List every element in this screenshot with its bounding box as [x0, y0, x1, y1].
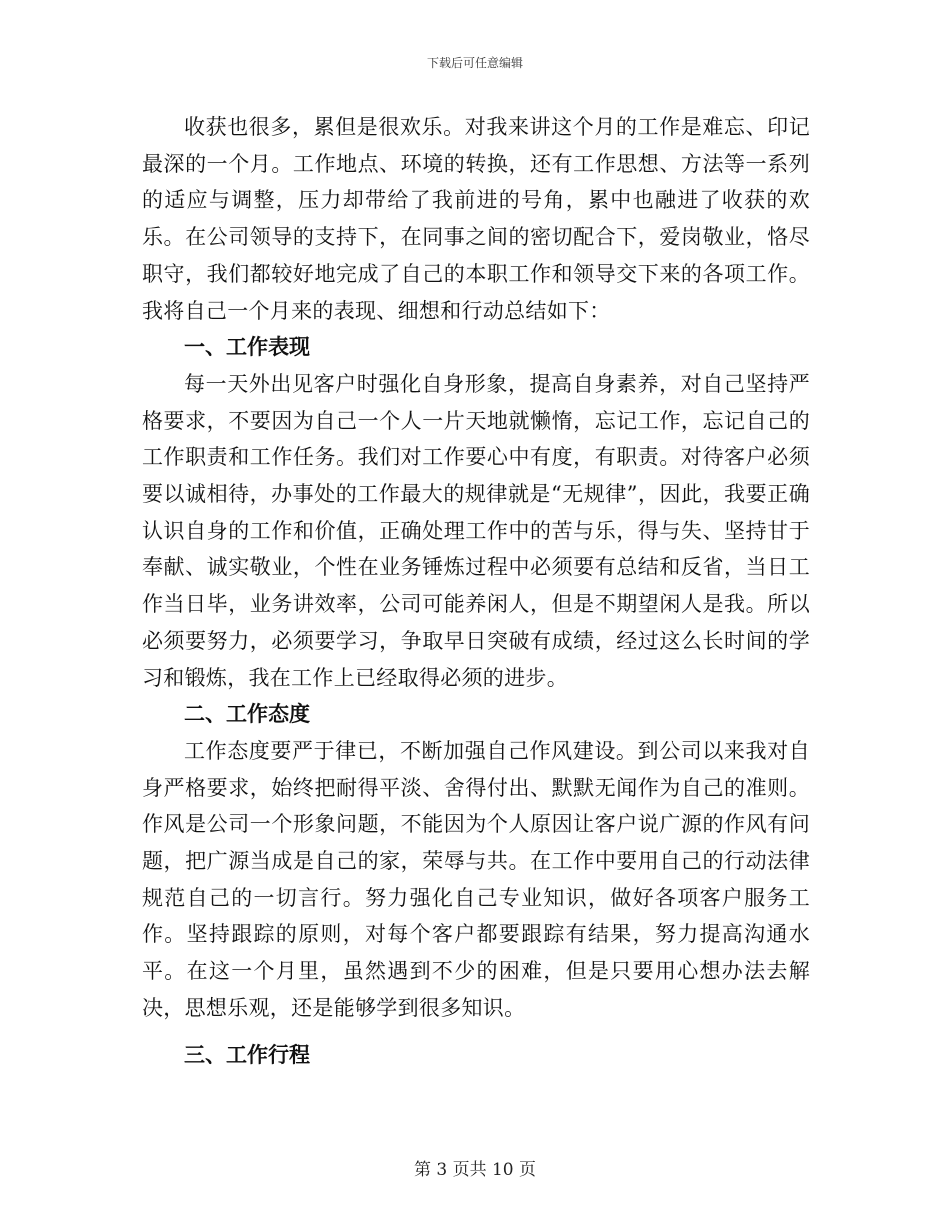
intro-paragraph: 收获也很多，累但是很欢乐。对我来讲这个月的工作是难忘、印记最深的一个月。工作地点、环境的转换，还有工作思想、方法等一系列的适应与调整，压力却带给了我前进的号角，累中也融进了收获的欢乐。在公司领导的支持下，在同事之间的密切配合下，爱岗敬业，恪尽职守，我们都较好地完成了自己的本职工作和领导交下来的各项工作。我将自己一个月来的表现、细想和行动总结如下：: [142, 115, 810, 323]
page-header: 下载后可任意编辑: [426, 56, 523, 70]
page-number-footer: 第 3 页共 10 页: [413, 1160, 537, 1180]
section-heading-work-itinerary: 三、工作行程: [184, 1042, 310, 1067]
section-heading-work-attitude: 二、工作态度: [184, 702, 310, 727]
section-paragraph-work-performance: 每一天外出见客户时强化自身形象，提高自身素养，对自己坚持严格要求，不要因为自己一个人一片天地就懒惰，忘记工作，忘记自己的工作职责和工作任务。我们对工作要心中有度，有职责。对待客户必须要以诚相待，办事处的工作最大的规律就是“无规律”，因此，我要正确认识自身的工作和价值，正确处理工作中的苦与乐，得与失、坚持甘于奉献、诚实敬业，个性在业务锤炼过程中必须要有总结和反省，当日工作当日毕，业务讲效率，公司可能养闲人，但是不期望闲人是我。所以必须要努力，必须要学习，争取早日突破有成绩，经过这么长时间的学习和锻炼，我在工作上已经取得必须的进步。: [142, 371, 810, 690]
document-body: [142, 109, 810, 1073]
section-paragraph-work-attitude: 工作态度要严于律已，不断加强自己作风建设。到公司以来我对自身严格要求，始终把耐得平淡、舍得付出、默默无闻作为自己的准则。作风是公司一个形象问题，不能因为个人原因让客户说广源的作风有问题，把广源当成是自己的家，荣辱与共。在工作中要用自己的行动法律规范自己的一切言行。努力强化自己专业知识，做好各项客户服务工作。坚持跟踪的原则，对每个客户都要跟踪有结果，努力提高沟通水平。在这一个月里，虽然遇到不少的困难，但是只要用心想办法去解决，思想乐观，还是能够学到很多知识。: [142, 738, 810, 1020]
section-heading-work-performance: 一、工作表现: [184, 335, 310, 360]
